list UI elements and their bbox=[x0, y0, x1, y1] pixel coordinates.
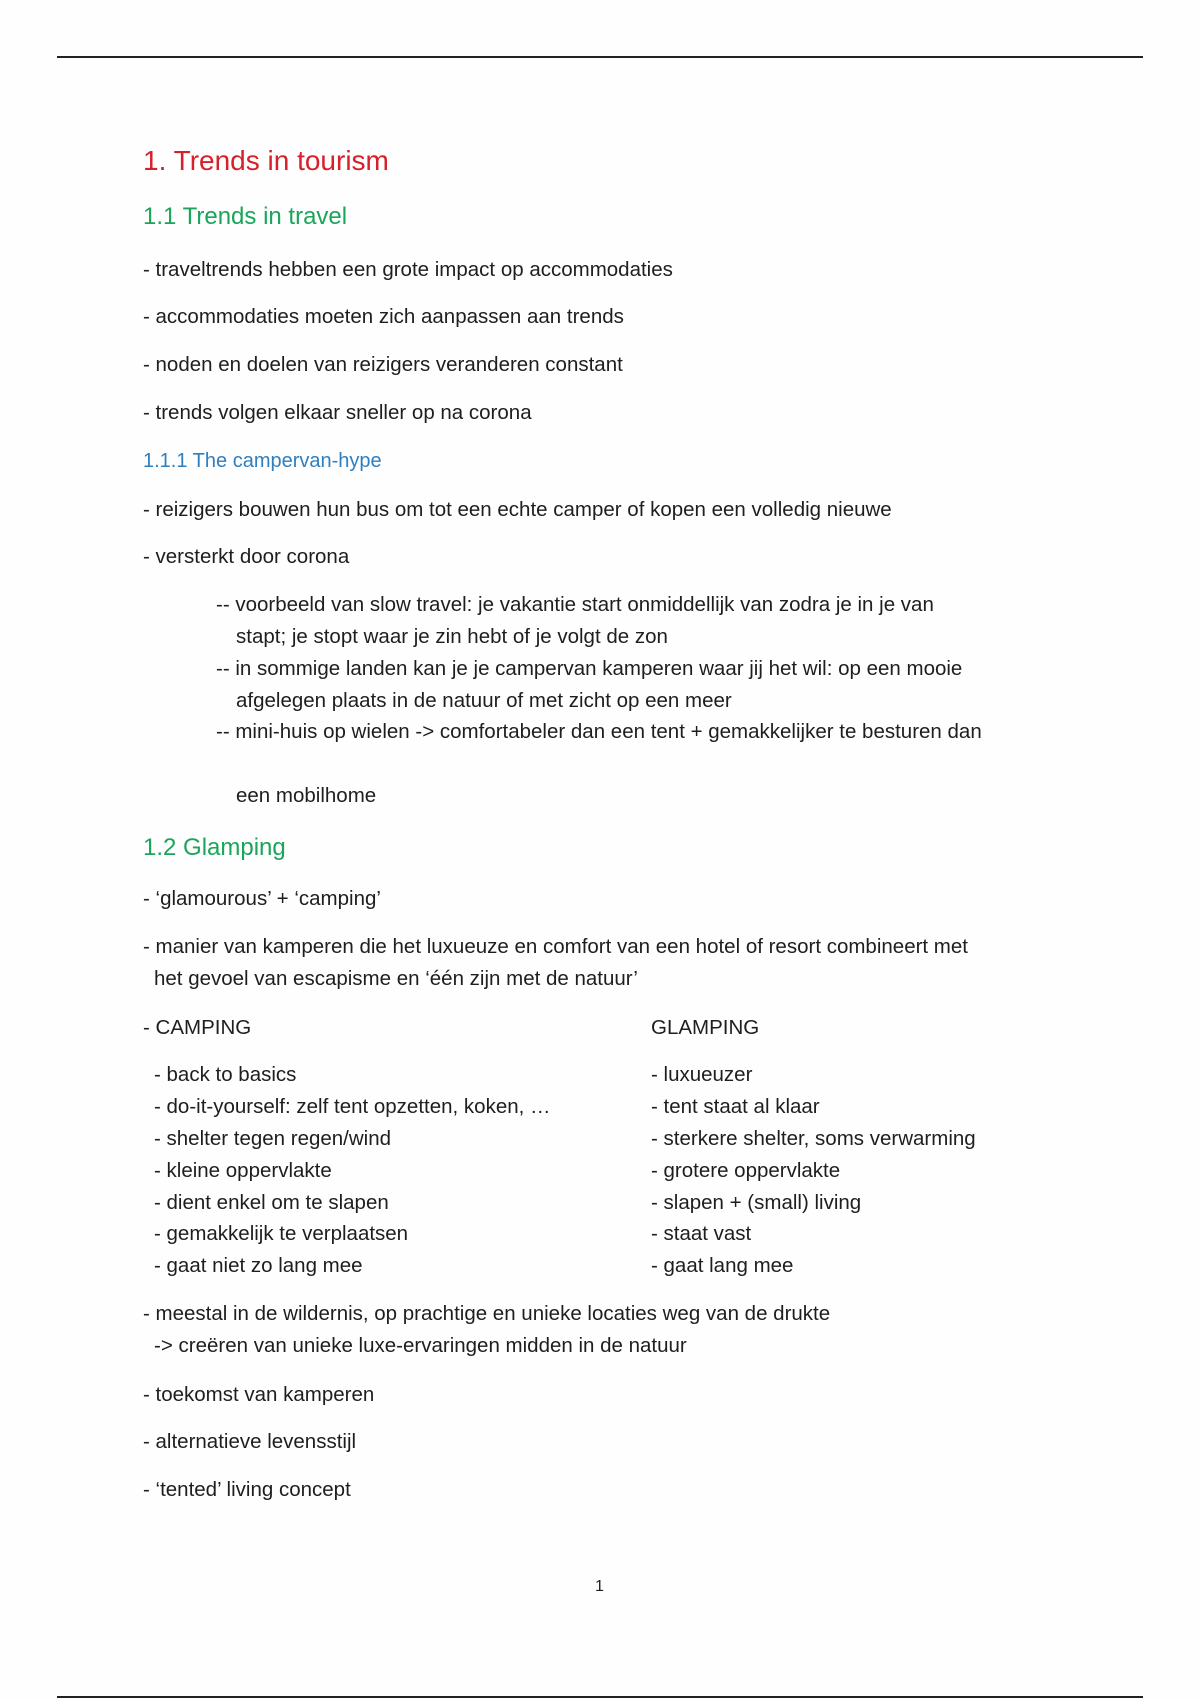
list-item: - trends volgen elkaar sneller op na corona bbox=[143, 401, 532, 424]
list-item: - versterkt door corona bbox=[143, 545, 350, 568]
sub-list-item-continuation: stapt; je stopt waar je zin hebt of je volgt de zon bbox=[236, 625, 668, 648]
sub-list-item-continuation: afgelegen plaats in de natuur of met zicht op een meer bbox=[236, 689, 732, 712]
header-rule bbox=[57, 56, 1143, 58]
glamping-item: - slapen + (small) living bbox=[651, 1191, 862, 1214]
glamping-item: - grotere oppervlakte bbox=[651, 1159, 841, 1182]
list-item: - manier van kamperen die het luxueuze en comfort van een hotel of resort combineert met bbox=[143, 935, 968, 958]
camping-item: - do-it-yourself: zelf tent opzetten, koken, … bbox=[154, 1095, 551, 1118]
list-item: - reizigers bouwen hun bus om tot een echte camper of kopen een volledig nieuwe bbox=[143, 498, 892, 521]
list-item: - accommodaties moeten zich aanpassen aan trends bbox=[143, 305, 624, 328]
sub-list-item: -- voorbeeld van slow travel: je vakantie start onmiddellijk van zodra je in je van bbox=[216, 593, 934, 616]
glamping-item: - staat vast bbox=[651, 1222, 752, 1245]
camping-item: - back to basics bbox=[154, 1063, 297, 1086]
heading-trends-in-tourism: 1. Trends in tourism bbox=[143, 145, 389, 176]
heading-trends-in-travel: 1.1 Trends in travel bbox=[143, 203, 348, 230]
sub-list-item: -- mini-huis op wielen -> comfortabeler dan een tent + gemakkelijker te besturen dan bbox=[216, 720, 982, 743]
camping-item: - shelter tegen regen/wind bbox=[154, 1127, 392, 1150]
list-item: - ‘tented’ living concept bbox=[143, 1478, 351, 1501]
sub-list-item: -- in sommige landen kan je je campervan kamperen waar jij het wil: op een mooie bbox=[216, 657, 963, 680]
list-item-continuation: -> creëren van unieke luxe-ervaringen midden in de natuur bbox=[154, 1334, 687, 1357]
glamping-column-header: GLAMPING bbox=[651, 1016, 760, 1039]
list-item: - traveltrends hebben een grote impact op accommodaties bbox=[143, 258, 673, 281]
camping-column-header: - CAMPING bbox=[143, 1016, 252, 1039]
camping-item: - gemakkelijk te verplaatsen bbox=[154, 1222, 409, 1245]
list-item: - alternatieve levensstijl bbox=[143, 1430, 357, 1453]
page-number: 1 bbox=[595, 1578, 604, 1595]
camping-item: - gaat niet zo lang mee bbox=[154, 1254, 363, 1277]
list-item: - meestal in de wildernis, op prachtige en unieke locaties weg van de drukte bbox=[143, 1302, 831, 1325]
glamping-item: - gaat lang mee bbox=[651, 1254, 794, 1277]
glamping-item: - tent staat al klaar bbox=[651, 1095, 820, 1118]
glamping-item: - luxueuzer bbox=[651, 1063, 753, 1086]
footer-rule bbox=[57, 1696, 1143, 1698]
sub-list-item-continuation: een mobilhome bbox=[236, 784, 377, 807]
camping-item: - kleine oppervlakte bbox=[154, 1159, 332, 1182]
camping-item: - dient enkel om te slapen bbox=[154, 1191, 389, 1214]
glamping-item: - sterkere shelter, soms verwarming bbox=[651, 1127, 976, 1150]
list-item-continuation: het gevoel van escapisme en ‘één zijn met de natuur’ bbox=[154, 967, 638, 990]
heading-glamping: 1.2 Glamping bbox=[143, 834, 286, 861]
list-item: - ‘glamourous’ + ‘camping’ bbox=[143, 887, 381, 910]
list-item: - noden en doelen van reizigers veranderen constant bbox=[143, 353, 623, 376]
list-item: - toekomst van kamperen bbox=[143, 1383, 375, 1406]
heading-campervan-hype: 1.1.1 The campervan-hype bbox=[143, 450, 382, 472]
